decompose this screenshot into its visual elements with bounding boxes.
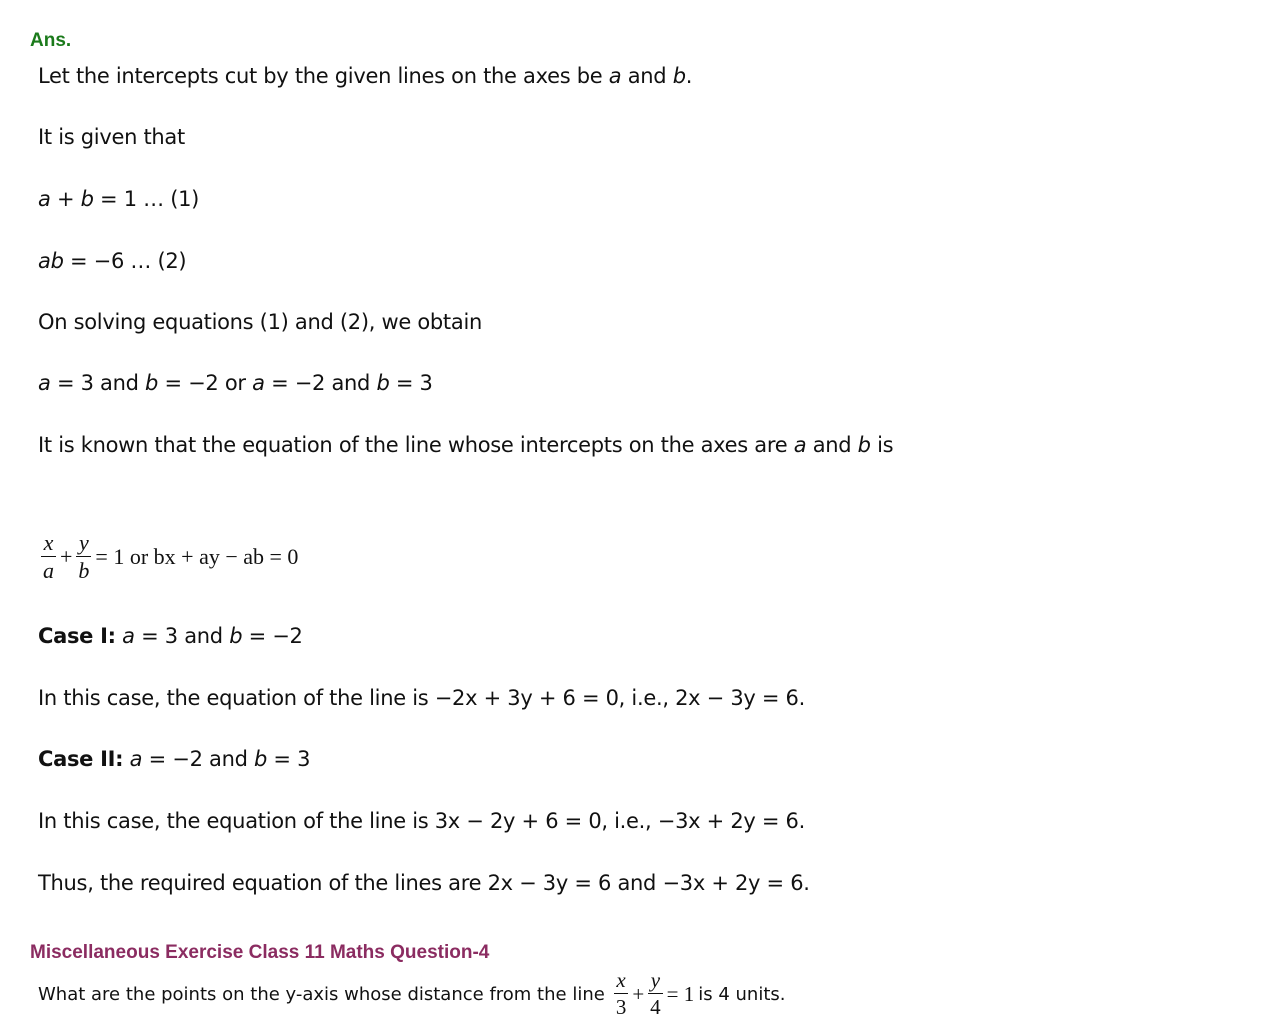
q-eq-one: = 1	[666, 981, 695, 1006]
eq1-rest: = 1 … (1)	[93, 187, 200, 211]
case1-a: a	[122, 624, 135, 648]
var-b: b	[672, 64, 686, 88]
known-text: It is known that the equation of the line whose intercepts on the axes are	[38, 433, 794, 457]
eq1-a: a	[38, 187, 51, 211]
case-1-text: In this case, the equation of the line is −2x + 3y + 6 = 0, i.e., 2x − 3y = 6.	[38, 686, 805, 710]
case-2-text: In this case, the equation of the line is 3x − 2y + 6 = 0, i.e., −3x + 2y = 6.	[38, 809, 805, 833]
question-text-pre: What are the points on the y-axis whose distance from the line	[38, 983, 605, 1005]
intercept-formula	[40, 532, 298, 582]
sol-b2: b	[376, 371, 390, 395]
var-a: a	[608, 64, 622, 88]
sol-text-4: = 3	[389, 371, 433, 395]
frac-num-x: x	[43, 530, 54, 555]
q-frac2-num: y	[650, 968, 661, 992]
question-text-post: is 4 units.	[698, 983, 786, 1005]
case2-cond-b: = 3	[267, 747, 311, 771]
case2-a: a	[129, 747, 143, 771]
known-and: and	[806, 433, 858, 457]
eq1-b: b	[80, 187, 94, 211]
sol-text-1: = 3 and	[50, 371, 146, 395]
frac-den-a: a	[43, 558, 54, 583]
sol-text-3: = −2 and	[264, 371, 377, 395]
intro-line	[38, 64, 692, 88]
question-formula	[613, 970, 694, 1018]
sol-text-2: = −2 or	[158, 371, 253, 395]
case2-cond-a: = −2 and	[142, 747, 254, 771]
frac-den-b: b	[78, 558, 90, 583]
equation-2	[38, 249, 186, 273]
case-1-label: Case I:	[38, 624, 116, 648]
q-frac2-den: 4	[650, 995, 661, 1019]
case-1-heading	[38, 624, 303, 648]
sol-b1: b	[145, 371, 159, 395]
case1-cond-b: = −2	[242, 624, 303, 648]
q-frac1-num: x	[616, 968, 626, 992]
eq2-ab: ab	[38, 249, 64, 273]
known-a: a	[793, 433, 807, 457]
solutions-line	[38, 371, 433, 395]
formula-rest: = 1 or bx + ay − ab = 0	[95, 544, 299, 569]
conclusion-line: Thus, the required equation of the lines are 2x − 3y = 6 and −3x + 2y = 6.	[38, 871, 810, 895]
answer-label: Ans.	[30, 30, 72, 51]
given-line: It is given that	[38, 125, 185, 149]
question-text	[38, 970, 786, 1018]
formula-plus: +	[60, 544, 73, 569]
known-paragraph	[38, 430, 943, 461]
case2-b: b	[254, 747, 268, 771]
question-title: Miscellaneous Exercise Class 11 Maths Question-4	[30, 942, 490, 963]
sol-a1: a	[38, 371, 51, 395]
fraction-x-over-3	[614, 970, 629, 1018]
fraction-y-over-b	[76, 532, 91, 582]
known-post: is	[870, 433, 894, 457]
eq1-plus: +	[50, 187, 81, 211]
q-frac1-den: 3	[615, 995, 627, 1019]
fraction-x-over-a	[41, 532, 56, 582]
solving-line: On solving equations (1) and (2), we obtain	[38, 310, 482, 334]
case-2-label: Case II:	[38, 747, 124, 771]
equation-1	[38, 187, 199, 211]
case-2-heading	[38, 747, 310, 771]
sol-a2: a	[252, 371, 265, 395]
case1-cond-a: = 3 and	[134, 624, 230, 648]
fraction-y-over-4	[648, 970, 663, 1018]
intro-text: Let the intercepts cut by the given lines on the axes be	[38, 64, 609, 88]
q-plus: +	[632, 981, 645, 1006]
eq2-rest: = −6 … (2)	[63, 249, 187, 273]
intro-end: .	[685, 64, 693, 88]
and-word: and	[621, 64, 673, 88]
known-b: b	[857, 433, 871, 457]
frac-num-y: y	[79, 530, 89, 555]
case1-b: b	[229, 624, 243, 648]
